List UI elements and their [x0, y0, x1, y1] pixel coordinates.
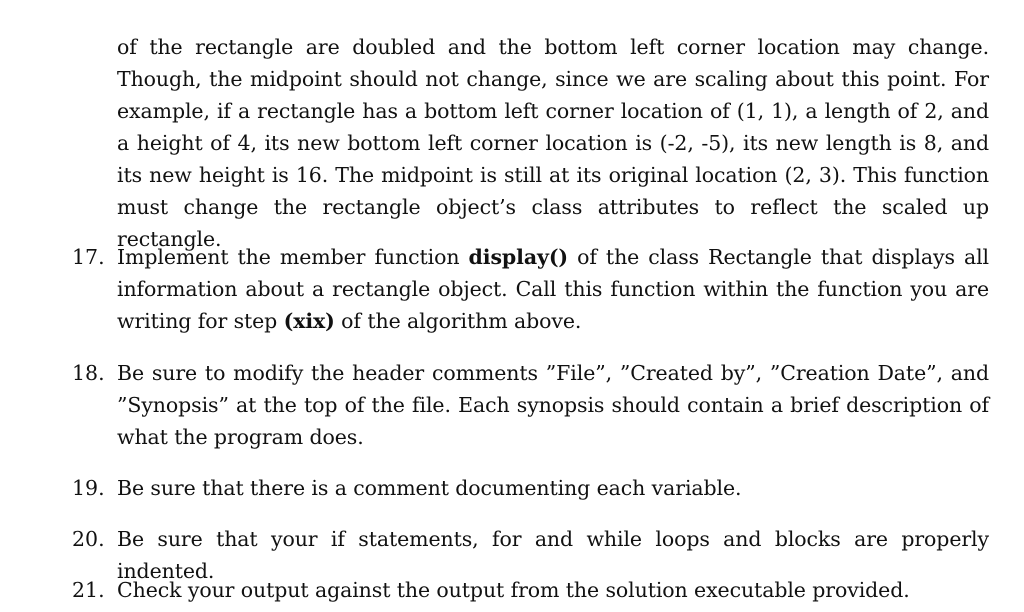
item-17-text-part1: Implement the member function: [117, 245, 469, 269]
item-number-20: 20.: [72, 527, 105, 551]
item-17-bold-function: display(): [468, 245, 569, 269]
item-17-bold-step: (xix): [283, 309, 335, 333]
item-number-17: 17.: [72, 245, 105, 269]
item-number-18: 18.: [72, 361, 105, 385]
continuation-paragraph: of the rectangle are doubled and the bottom left corner location may change. Though, the midpoint should not change, since we are scaling about this point. For example, if a rectangle has a bottom left corner location of (1, 1), a length of 2, and a height of 4, its new bottom left corner location is (-2, -5), its new length is 8, and its new height is 16. The midpoint is still at its original location (2, 3). This function must change the rectangle object’s class attributes to reflect the scaled up rectangle.: [117, 35, 989, 251]
list-item-17: [117, 241, 989, 337]
item-number-19: 19.: [72, 476, 105, 500]
list-item-21: Check your output against the output from the solution executable provided.: [117, 578, 910, 602]
item-17-text-part3: of the algorithm above.: [334, 309, 582, 333]
item-17-text-part2: of the class Rectangle that displays all information about a rectangle object. Call this function within the function you are writing for step: [117, 245, 989, 333]
list-item-19: Be sure that there is a comment documenting each variable.: [117, 476, 742, 500]
item-number-21: 21.: [72, 578, 105, 602]
list-item-18: Be sure to modify the header comments ”File”, ”Created by”, ”Creation Date”, and ”Synopsis” at the top of the file. Each synopsis should contain a brief description of what the program does.: [117, 361, 989, 449]
list-item-20: Be sure that your if statements, for and while loops and blocks are properly indented.: [117, 527, 989, 583]
